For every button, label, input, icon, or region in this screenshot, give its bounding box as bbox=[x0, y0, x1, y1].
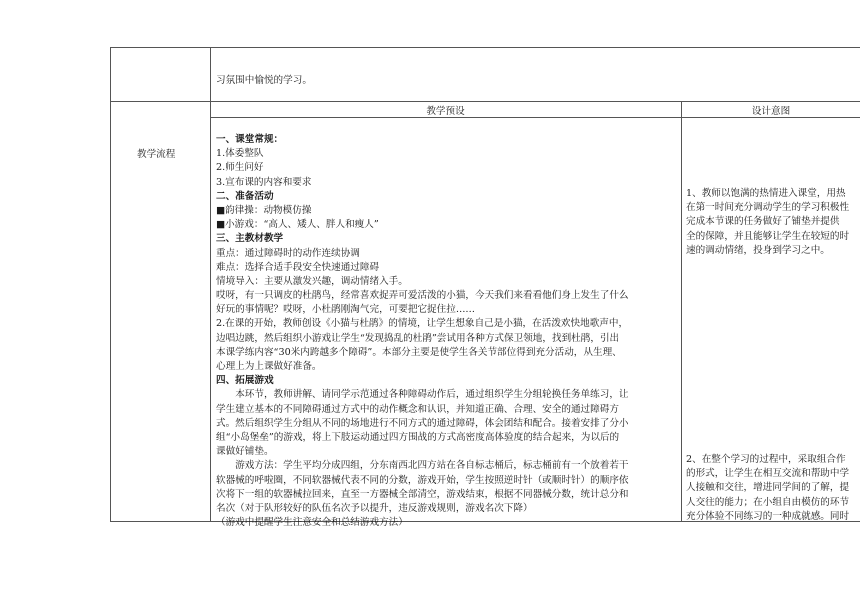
intent-line: 充分体验不同练习的一种成就感。同时 bbox=[686, 510, 850, 522]
plan-line: 课做好铺垫。 bbox=[216, 446, 274, 458]
plan-line: （游戏中提醒学生注意安全和总结游戏方法） bbox=[216, 517, 408, 529]
plan-line: 一、课堂常规： bbox=[216, 134, 284, 145]
intent-line: 在第一时间充分调动学生的学习积极性 bbox=[686, 202, 850, 214]
plan-line: 次将下一组的软器械拉回来，直至一方器械全部清空，游戏结束，根据不同器械分数，统计总分和 bbox=[216, 488, 629, 500]
intent-line: 完成本节课的任务做好了铺垫并提供 bbox=[686, 216, 840, 228]
row-label-teaching-flow: 教学流程 bbox=[137, 149, 176, 160]
plan-line: 心理上为上课做好准备。 bbox=[216, 361, 322, 372]
plan-line: ■小游戏：“高人、矮人、胖人和瘦人” bbox=[216, 219, 379, 231]
intent-line: 全的保障，并且能够让学生在较短的时 bbox=[686, 230, 850, 242]
plan-line: 1.体委整队 bbox=[216, 148, 264, 160]
plan-line: 本课学练内容“30米内跨越多个障碍”。本部分主要是使学生各关节部位得到充分活动，从生理、 bbox=[216, 346, 622, 358]
plan-line: 本环节，教师讲解、请同学示范通过各种障碍动作后，通过组织学生分组轮换任务单练习，让 bbox=[235, 389, 629, 401]
column-divider-label bbox=[210, 47, 211, 522]
table-top-border bbox=[110, 47, 860, 48]
intent-line: 1、教师以饱满的热情进入课堂，用热 bbox=[686, 188, 846, 199]
design-intent-block-1 bbox=[686, 187, 860, 258]
plan-line: 边唱边跳，然后组织小游戏让学生“发现捣乱的杜鹃”尝试用各种方式保卫领地，找到杜鹃，引出 bbox=[216, 332, 620, 344]
plan-line: 式。然后组织学生分组从不同的场地进行不同方式的通过障碍，体会团结和配合。接着安排了分小 bbox=[216, 417, 629, 429]
intent-line: 2、在整个学习的过程中，采取组合作 bbox=[686, 454, 846, 465]
column-divider-intent bbox=[681, 101, 682, 522]
intent-line: 人交往的能力；在小组自由模仿的环节 bbox=[686, 496, 850, 508]
header-teaching-plan: 教学预设 bbox=[426, 106, 465, 117]
row-divider-2 bbox=[210, 117, 860, 118]
plan-line: 四、拓展游戏 bbox=[216, 375, 274, 387]
plan-line: 组“小岛堡垒”的游戏，将上下肢运动通过四方围战的方式高密度高体验度的结合起来，为以后的 bbox=[216, 431, 620, 443]
plan-line: 3.宣布课的内容和要求 bbox=[216, 176, 312, 188]
plan-line: 情境导入：主要从激发兴趣，调动情绪入手。 bbox=[216, 275, 408, 287]
intent-line: 的形式，让学生在相互交流和帮助中学 bbox=[686, 468, 850, 480]
intent-line: 速的调动情绪，投身到学习之中。 bbox=[686, 244, 830, 256]
plan-line: 游戏方法：学生平均分成四组，分东南西北四方站在各自标志桶后，标志桶前有一个放着若干 bbox=[235, 460, 629, 472]
teaching-plan-content bbox=[216, 133, 676, 530]
intent-line: 人接触和交往，增进同学间的了解，提 bbox=[686, 482, 850, 494]
plan-line: 重点：通过障碍时的动作连续协调 bbox=[216, 247, 360, 259]
top-row-text: 习氛围中愉悦的学习。 bbox=[216, 75, 312, 86]
plan-line: 二、准备活动 bbox=[216, 190, 274, 202]
plan-line: 难点：选择合适手段安全快速通过障碍 bbox=[216, 261, 380, 273]
plan-line: 好玩的事情呢？哎呀，小杜鹃刚淘气完，可要把它捉住拉…… bbox=[216, 304, 476, 316]
plan-line: 名次（对于队形较好的队伍名次予以提升，违反游戏规则，游戏名次下降） bbox=[216, 502, 533, 514]
plan-line: 软器械的呼啦圈，不同软器械代表不同的分数，游戏开始，学生按照逆时针（或顺时针）的顺序依 bbox=[216, 474, 629, 486]
plan-line: 三、主教材教学 bbox=[216, 233, 284, 245]
plan-line: 2.师生问好 bbox=[216, 162, 264, 174]
table-left-border bbox=[110, 47, 111, 522]
plan-line: 学生建立基本的不同障碍通过方式中的动作概念和认识，并知道正确、合理、安全的通过障碍方 bbox=[216, 403, 619, 415]
plan-line: 2.在课的开始，教师创设《小猫与杜鹃》的情境，让学生想象自己是小猫，在活泼欢快地歌声中， bbox=[216, 318, 629, 330]
plan-line: 哎呀，有一只调皮的杜鹃鸟，经常喜欢捉弄可爱活泼的小猫，今天我们来看看他们身上发生了什么 bbox=[216, 290, 629, 302]
header-design-intent: 设计意图 bbox=[751, 106, 791, 117]
plan-line: ■韵律操：动物模仿操 bbox=[216, 204, 312, 216]
design-intent-block-2 bbox=[686, 453, 860, 524]
row-divider-1 bbox=[110, 101, 860, 102]
